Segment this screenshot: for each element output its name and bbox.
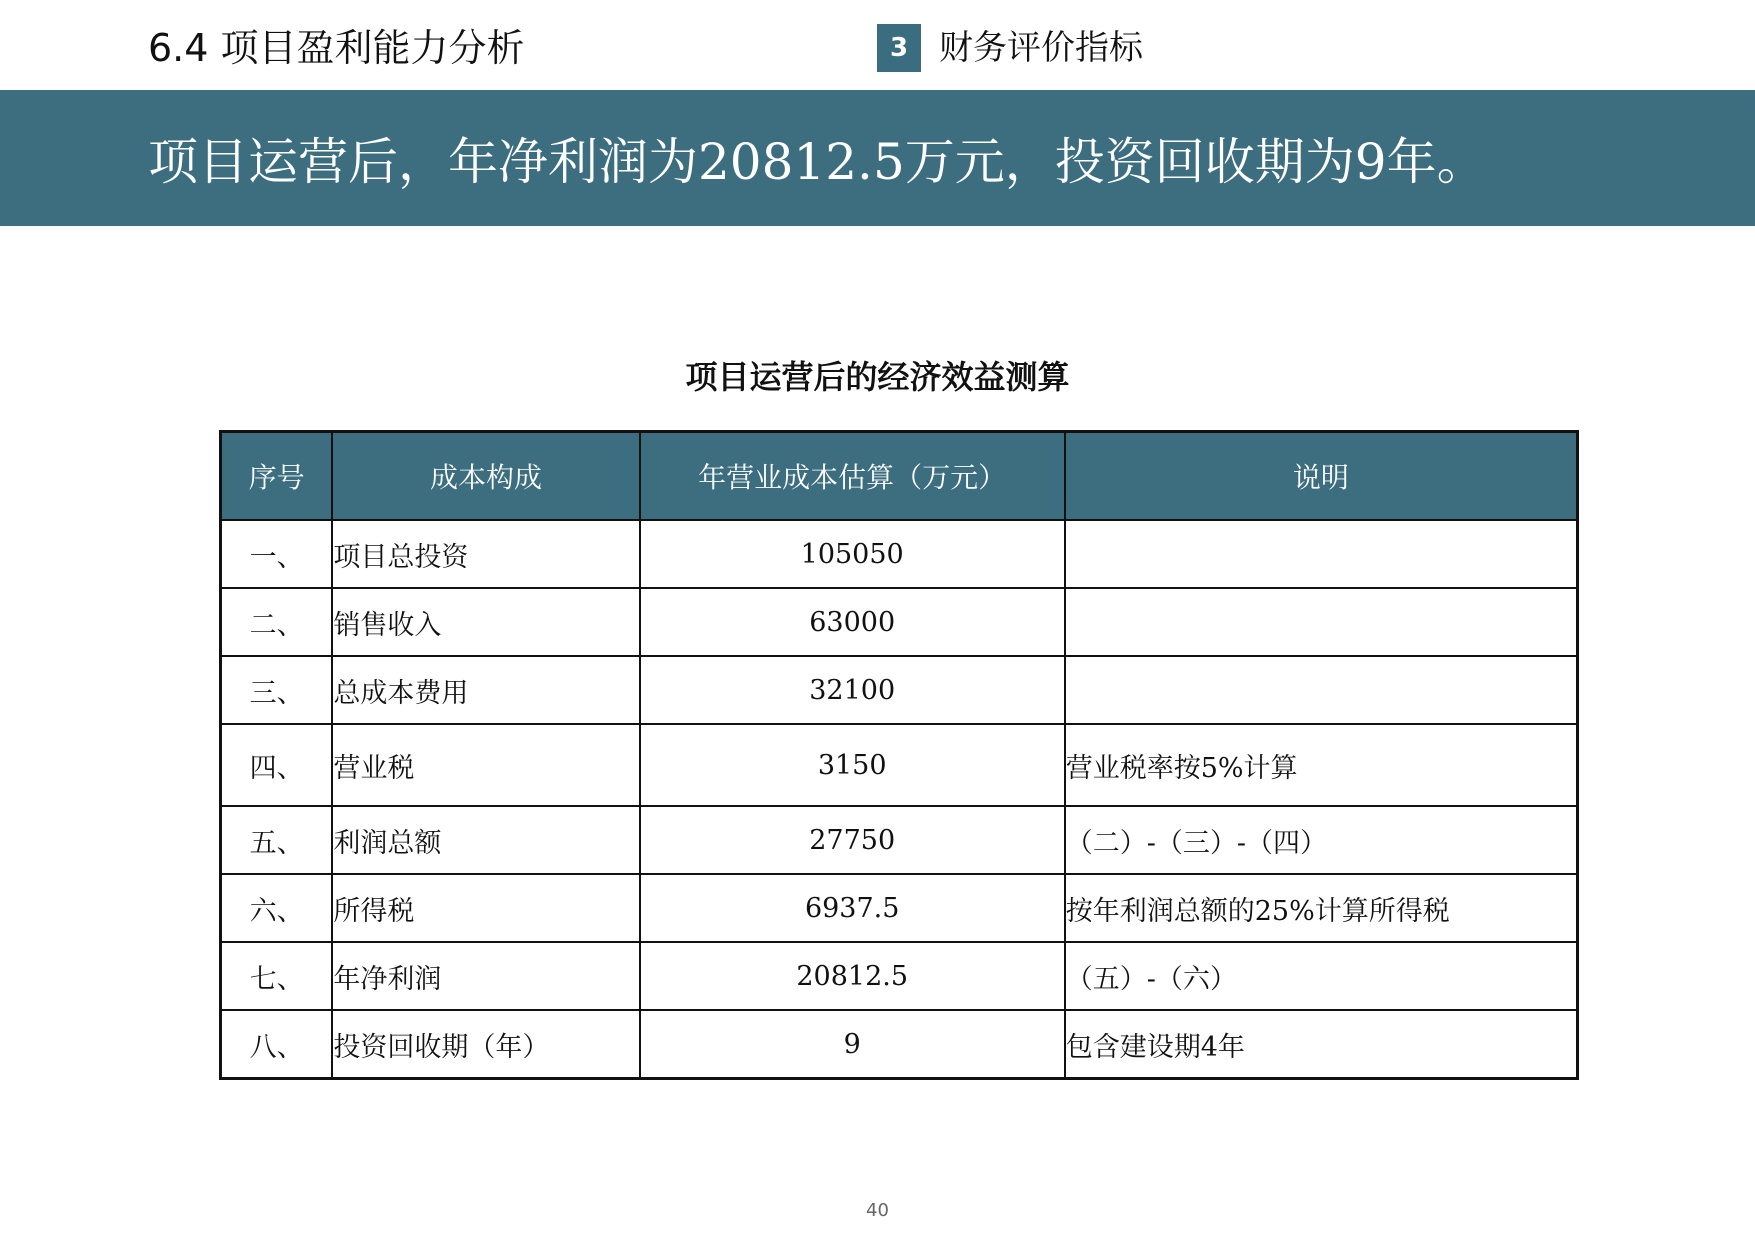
table-row xyxy=(221,942,1578,1010)
chapter-title: 财务评价指标 xyxy=(939,28,1143,68)
row-no: 二、 xyxy=(221,588,333,656)
row-value: 3150 xyxy=(640,724,1065,806)
row-note: 包含建设期4年 xyxy=(1065,1010,1578,1079)
row-note: 按年利润总额的25%计算所得税 xyxy=(1065,874,1578,942)
table-row xyxy=(221,874,1578,942)
row-note xyxy=(1065,588,1578,656)
row-item: 项目总投资 xyxy=(332,520,639,588)
row-note: 营业税率按5%计算 xyxy=(1065,724,1578,806)
table-row xyxy=(221,1010,1578,1079)
chapter-number-badge: 3 xyxy=(877,24,921,72)
row-no: 八、 xyxy=(221,1010,333,1079)
row-value: 32100 xyxy=(640,656,1065,724)
row-no: 三、 xyxy=(221,656,333,724)
row-note xyxy=(1065,656,1578,724)
row-note xyxy=(1065,520,1578,588)
row-no: 七、 xyxy=(221,942,333,1010)
table-header-row xyxy=(221,432,1578,521)
row-value: 63000 xyxy=(640,588,1065,656)
row-no: 六、 xyxy=(221,874,333,942)
row-no: 四、 xyxy=(221,724,333,806)
row-no: 一、 xyxy=(221,520,333,588)
table-row xyxy=(221,724,1578,806)
row-item: 年净利润 xyxy=(332,942,639,1010)
summary-banner xyxy=(0,90,1755,226)
header-value: 年营业成本估算（万元） xyxy=(640,432,1065,521)
economic-benefit-table xyxy=(219,430,1579,1080)
row-note: （二）-（三）-（四） xyxy=(1065,806,1578,874)
header-item: 成本构成 xyxy=(332,432,639,521)
section-title: 6.4 项目盈利能力分析 xyxy=(148,26,525,70)
header-no: 序号 xyxy=(221,432,333,521)
row-value: 9 xyxy=(640,1010,1065,1079)
table-row xyxy=(221,806,1578,874)
row-item: 所得税 xyxy=(332,874,639,942)
row-item: 投资回收期（年） xyxy=(332,1010,639,1079)
page-number: 40 xyxy=(866,1200,889,1221)
row-item: 利润总额 xyxy=(332,806,639,874)
table-row xyxy=(221,520,1578,588)
table-row xyxy=(221,656,1578,724)
row-value: 20812.5 xyxy=(640,942,1065,1010)
row-no: 五、 xyxy=(221,806,333,874)
table-caption: 项目运营后的经济效益测算 xyxy=(685,358,1070,396)
header-note: 说明 xyxy=(1065,432,1578,521)
row-note: （五）-（六） xyxy=(1065,942,1578,1010)
row-value: 6937.5 xyxy=(640,874,1065,942)
row-item: 销售收入 xyxy=(332,588,639,656)
table-row xyxy=(221,588,1578,656)
row-item: 总成本费用 xyxy=(332,656,639,724)
banner-text: 项目运营后，年净利润为20812.5万元，投资回收期为9年。 xyxy=(148,133,1487,191)
row-value: 27750 xyxy=(640,806,1065,874)
row-value: 105050 xyxy=(640,520,1065,588)
row-item: 营业税 xyxy=(332,724,639,806)
